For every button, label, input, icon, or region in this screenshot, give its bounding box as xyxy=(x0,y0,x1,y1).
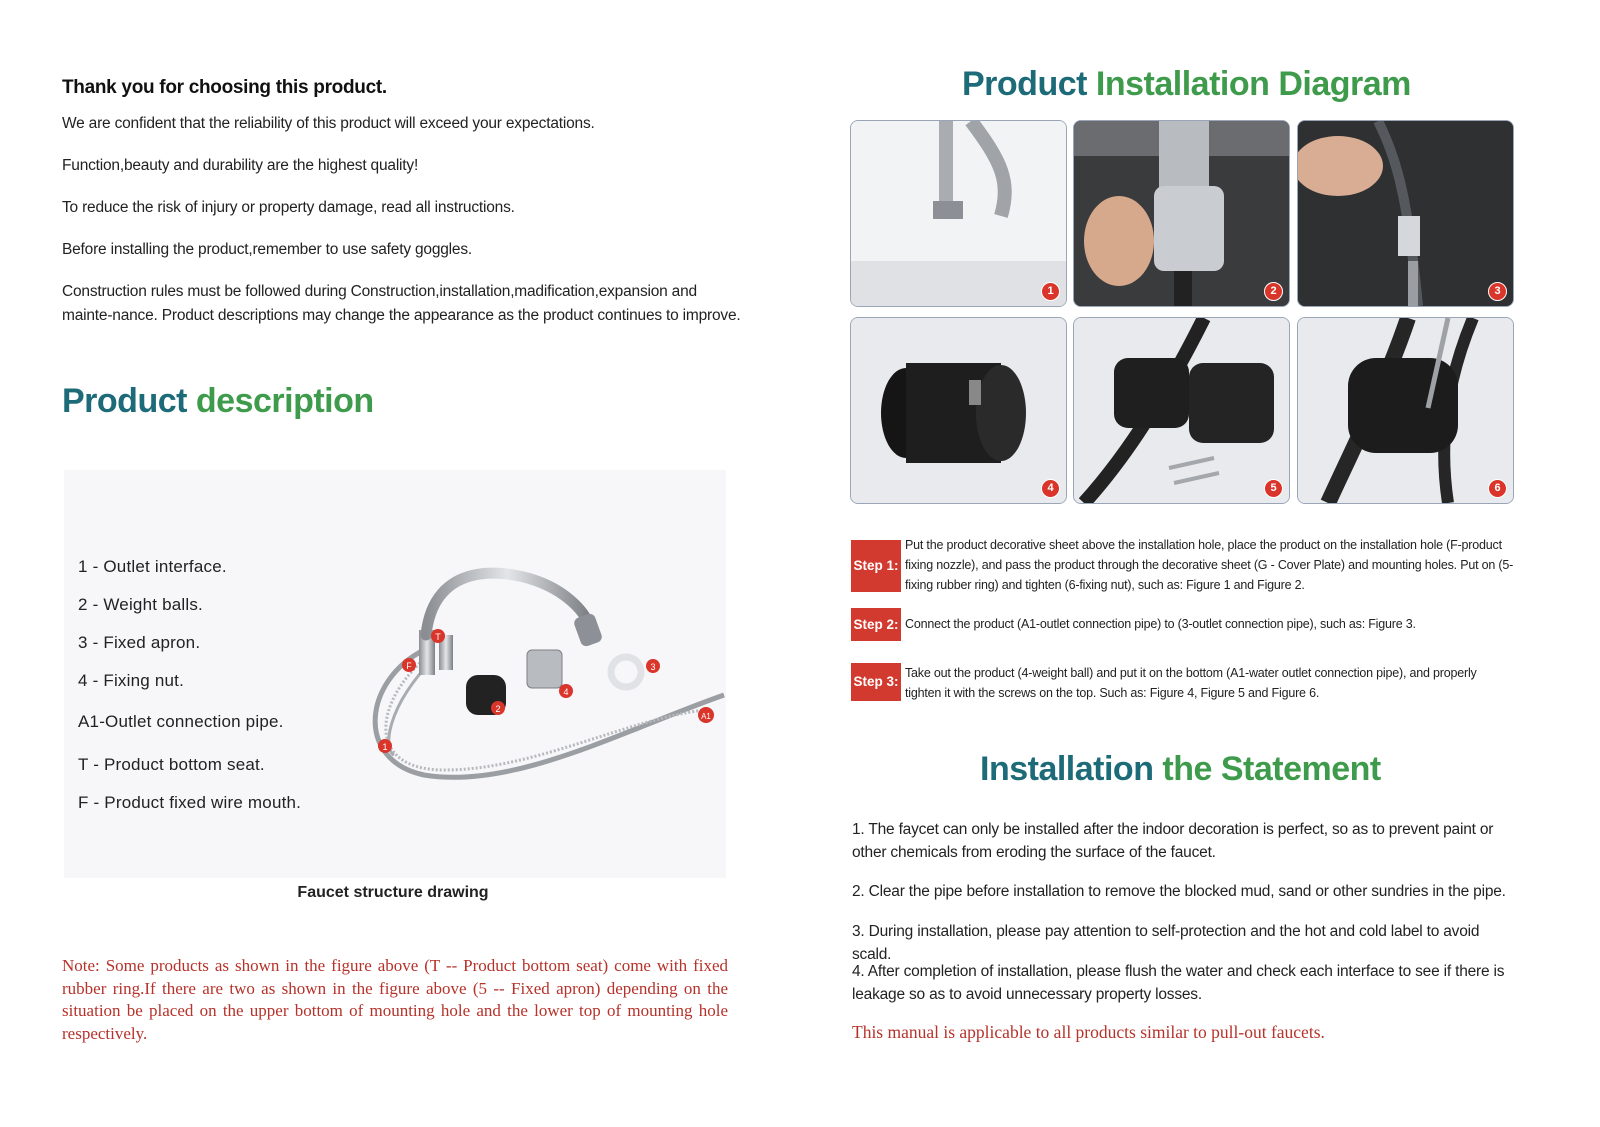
statement-item-4: 4. After completion of installation, please flush the water and check each interface to see if there is leakage so as to avoid unnecessary property losses. xyxy=(852,963,1505,1003)
figure-1-image xyxy=(851,121,1066,306)
figure-badge: 3 xyxy=(1488,282,1507,301)
legend-item-4: 4 - Fixing nut. xyxy=(78,671,184,690)
callout-2 xyxy=(491,701,505,715)
svg-text:T: T xyxy=(435,632,441,642)
step-2-tag: Step 2: xyxy=(851,608,901,641)
svg-text:A1: A1 xyxy=(701,712,711,721)
heading-word-2: description xyxy=(195,382,374,420)
callout-1 xyxy=(378,739,392,753)
figure-1 xyxy=(850,120,1067,307)
step-3-text: Take out the product (4-weight ball) and put it on the bottom (A1-water outlet connection pipe), and properly tighten it with the screws on the top. Such as: Figure 4, Figure 5 and Figure 6. xyxy=(905,666,1477,700)
heading-word-2: the Statement xyxy=(1162,750,1381,788)
heading-word-1: Installation xyxy=(980,750,1154,788)
intro-line-4: Before installing the product,remember to use safety goggles. xyxy=(62,241,472,258)
callout-t xyxy=(431,629,445,643)
legend-item-2: 2 - Weight balls. xyxy=(78,595,203,614)
step-1-tag: Step 1: xyxy=(851,540,901,592)
figure-5-image xyxy=(1074,318,1289,503)
callout-f xyxy=(402,658,416,672)
intro-line-5: Construction rules must be followed during Construction,installation,madification,expansion and mainte-nance. Product descriptions may change the appearance as the product continues to improve. xyxy=(62,283,741,324)
intro-line-2: Function,beauty and durability are the highest quality! xyxy=(62,157,419,174)
heading-word-1: Product xyxy=(62,382,187,420)
svg-text:1: 1 xyxy=(382,742,388,752)
figure-4 xyxy=(850,317,1067,504)
figure-6-image xyxy=(1298,318,1513,503)
fixing-nut xyxy=(527,650,562,688)
installation-statement-heading xyxy=(980,750,1381,789)
drawing-caption: Faucet structure drawing xyxy=(297,884,489,901)
callout-a1 xyxy=(698,707,714,723)
svg-text:2: 2 xyxy=(495,704,501,714)
heading-word-1: Product xyxy=(962,65,1087,103)
heading-word-2: Installation Diagram xyxy=(1095,65,1411,103)
figure-2 xyxy=(1073,120,1290,307)
figure-4-image xyxy=(851,318,1066,503)
fixed-apron xyxy=(611,657,641,687)
callout-3 xyxy=(646,659,660,673)
figure-3-image xyxy=(1298,121,1513,306)
figure-3 xyxy=(1297,120,1514,307)
statement-item-1: 1. The faycet can only be installed after the indoor decoration is perfect, so as to prevent paint or other chemicals from eroding the surface of the faucet. xyxy=(852,821,1494,861)
statement-item-2: 2. Clear the pipe before installation to remove the blocked mud, sand or other sundries in the pipe. xyxy=(852,883,1506,900)
figure-badge: 5 xyxy=(1264,479,1283,498)
figure-badge: 4 xyxy=(1041,479,1060,498)
figure-badge: 1 xyxy=(1041,282,1060,301)
closing-note: This manual is applicable to all products similar to pull-out faucets. xyxy=(852,1022,1325,1042)
legend-item-t: T - Product bottom seat. xyxy=(78,755,265,774)
intro-line-3: To reduce the risk of injury or property damage, read all instructions. xyxy=(62,199,515,216)
legend-item-f: F - Product fixed wire mouth. xyxy=(78,793,302,812)
figure-6 xyxy=(1297,317,1514,504)
svg-text:4: 4 xyxy=(563,687,569,697)
step-2-text: Connect the product (A1-outlet connection pipe) to (3-outlet connection pipe), such as: Figure 3. xyxy=(905,617,1416,631)
spray-head xyxy=(573,612,604,648)
note-text: Note: Some products as shown in the figure above (T -- Product bottom seat) come with fixed rubber ring.If there are two as shown in the figure above (5 -- Fixed apron) depending on the situation be placed on the upper bottom of mounting hole and the lower top of mounting hole respectively. xyxy=(62,956,728,1043)
legend-item-1: 1 - Outlet interface. xyxy=(78,557,227,576)
figure-5 xyxy=(1073,317,1290,504)
legend-item-a1: A1-Outlet connection pipe. xyxy=(78,712,284,731)
figure-badge: 2 xyxy=(1264,282,1283,301)
statement-item-3: 3. During installation, please pay attention to self-protection and the hot and cold label to avoid scald. xyxy=(852,923,1480,963)
legend-item-3: 3 - Fixed apron. xyxy=(78,633,201,652)
figure-2-image xyxy=(1074,121,1289,306)
faucet-spout xyxy=(426,573,589,635)
installation-diagram-heading xyxy=(962,65,1411,104)
figure-badge: 6 xyxy=(1488,479,1507,498)
product-description-heading xyxy=(62,382,374,421)
intro-title: Thank you for choosing this product. xyxy=(62,77,387,98)
svg-text:3: 3 xyxy=(650,662,656,672)
callout-4 xyxy=(559,684,573,698)
step-3-tag: Step 3: xyxy=(851,663,901,701)
intro-line-1: We are confident that the reliability of this product will exceed your expectations. xyxy=(62,115,595,132)
step-1-text: Put the product decorative sheet above the installation hole, place the product on the installation hole (F-product fixing nozzle), and pass the product through the decorative sheet (G - Cover Plate) and mounting holes. Put on (5-fixing rubber ring) and tighten (6-fixing nut), such as: Figure 1 and Figure 2. xyxy=(905,538,1514,592)
svg-text:F: F xyxy=(406,661,412,671)
